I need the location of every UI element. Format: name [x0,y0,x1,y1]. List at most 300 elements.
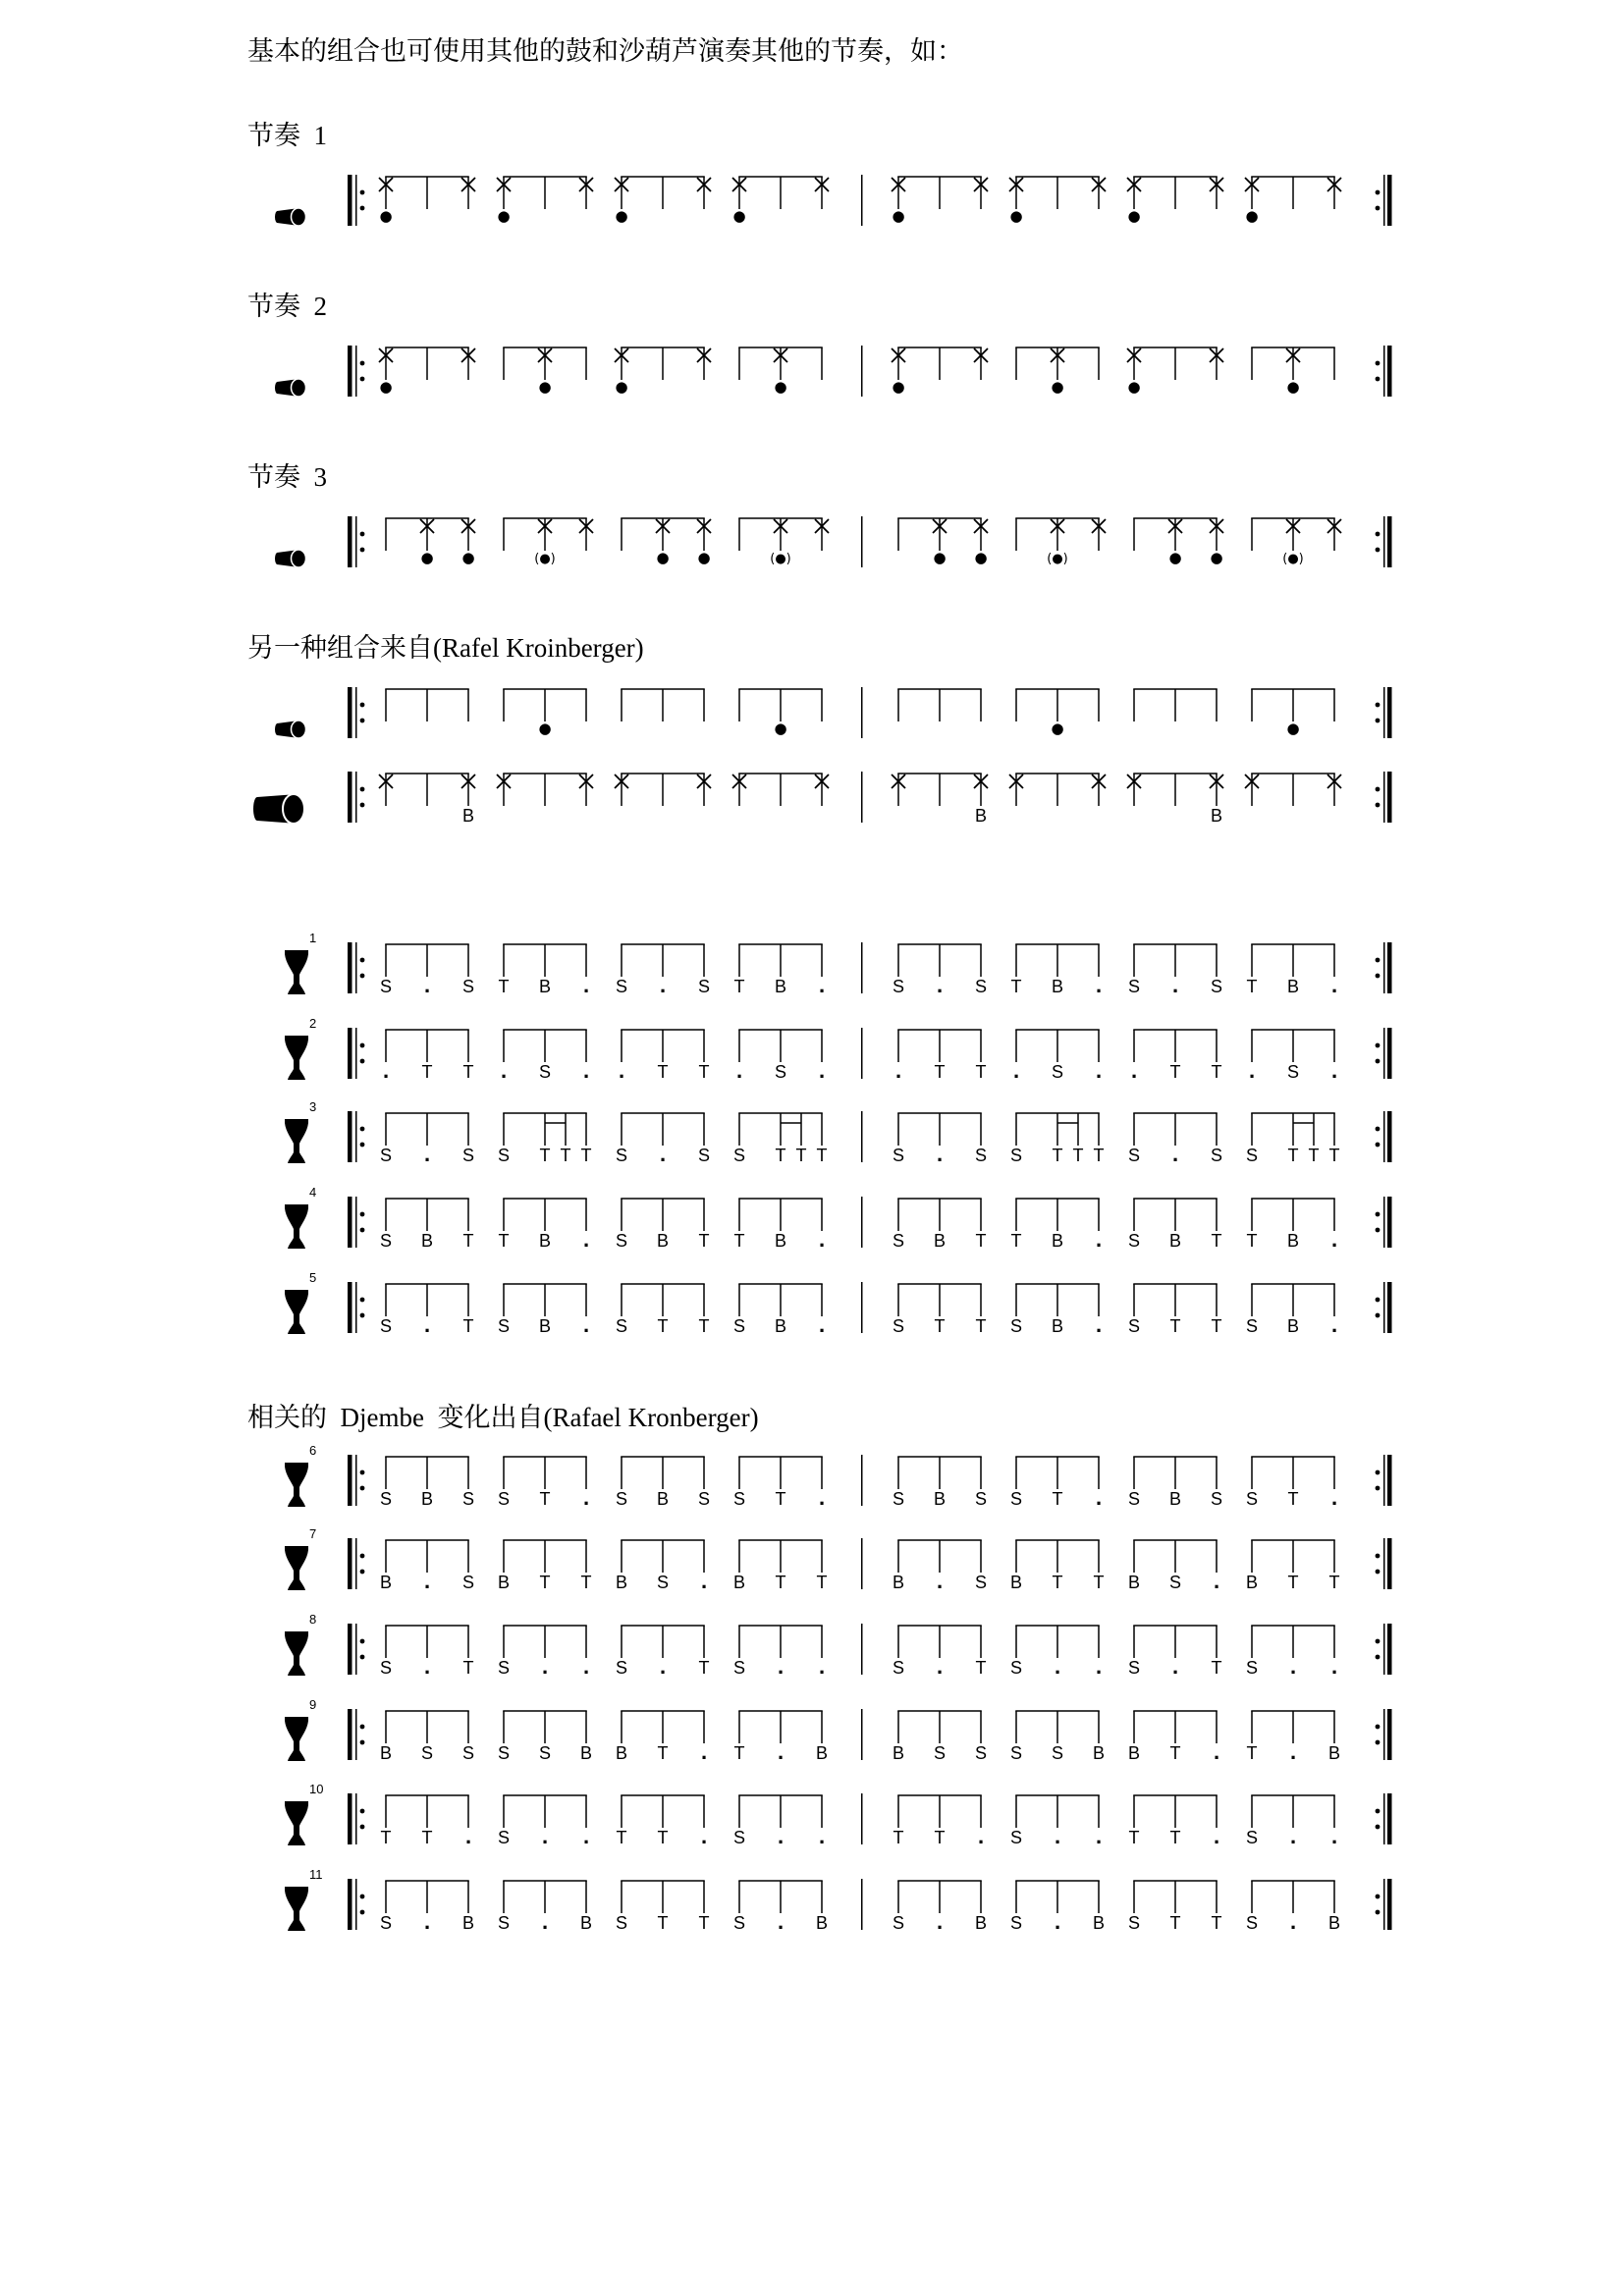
combination-shaker-staff [0,666,1624,748]
shaker-icon [275,721,306,738]
note-label: (●) [770,552,791,566]
note-label: S [697,1489,711,1509]
beat-group [379,347,475,396]
note-label: . [1095,1824,1103,1848]
djembe-variation-10-staff [0,1772,1624,1854]
note-label: S [497,1489,511,1509]
barline [861,942,863,993]
shaker-icon [275,379,306,397]
beat-group [380,1540,474,1593]
note-label: . [541,1909,549,1934]
note-label: S [1009,1743,1023,1763]
shaker-icon [275,550,306,567]
note-label: S [1168,1573,1182,1592]
beat-group [498,1711,592,1763]
note-label: . [618,1058,625,1083]
beat-group [1133,689,1218,721]
note-label: . [777,1739,785,1764]
barline [861,1709,863,1760]
note-label: T [1169,1316,1181,1336]
variation-number: 2 [309,1016,317,1031]
note-label: T [733,977,745,996]
beat-group [380,1284,474,1337]
note-label: S [732,1913,746,1933]
note-label: S [497,1828,511,1847]
beat-group [497,177,593,225]
note-label: T [934,1316,946,1336]
djembe-variations-title: 相关的 Djembe 变化出自(Rafael Kronberger) [247,1403,759,1432]
beat-group [1127,177,1223,225]
note-label: B [892,1743,905,1763]
note-label: T [698,1231,710,1251]
note-label: S [732,1489,746,1509]
start-repeat-sign [348,346,364,397]
note-label: S [892,977,905,996]
note-label: T [698,1913,710,1933]
note-label: T [1308,1146,1320,1165]
variation-number: 8 [309,1612,317,1627]
variation-number: 6 [309,1443,317,1458]
note-label: ● [656,549,670,566]
note-label: T [1093,1573,1105,1592]
barline [861,1624,863,1675]
variation-number: 1 [309,931,317,945]
note-label: . [1095,973,1103,997]
variation-number: 5 [309,1270,317,1285]
note-label: T [1169,1743,1181,1763]
note-label: ● [1210,549,1223,566]
djembe-variation-5-staff [0,1260,1624,1343]
note-label: B [1168,1231,1182,1251]
note-label: S [1245,1913,1259,1933]
note-label: B [1327,1743,1341,1763]
beat-group [379,774,475,826]
note-label: . [1289,1739,1297,1764]
note-label: B [615,1573,628,1592]
note-label: S [461,1489,475,1509]
note-label: S [656,1573,670,1592]
barline [861,1455,863,1506]
djembe-variation-6-staff [0,1433,1624,1516]
note-label: . [423,1909,431,1934]
note-label: S [1009,1913,1023,1933]
note-label: . [582,1654,590,1679]
note-label: T [462,1062,474,1082]
beat-group [501,1030,589,1083]
beat-group [1015,518,1106,566]
note-label: S [1245,1316,1259,1336]
note-label: . [936,973,944,997]
beat-group [616,1199,710,1251]
beat-group [1246,1881,1340,1934]
note-label: . [1213,1569,1220,1593]
beat-group [733,1881,828,1934]
end-repeat-sign [1376,1028,1392,1079]
note-label: ● [1051,720,1064,737]
note-label: . [1054,1654,1061,1679]
note-label: S [1245,1828,1259,1847]
beat-group [1015,347,1100,396]
djembe-variation-9-staff [0,1687,1624,1770]
end-repeat-sign [1376,1793,1392,1844]
note-label: S [1245,1146,1259,1165]
beat-group [897,689,982,721]
beat-group [615,774,711,806]
djembe-variation-2-staff [0,1006,1624,1089]
note-label: B [1127,1743,1141,1763]
djembe-variation-3-staff [0,1090,1624,1172]
rhythm-2-title: 节奏 2 [247,292,327,321]
note-label: ● [1286,720,1300,737]
note-label: T [1052,1573,1063,1592]
beat-group [1128,944,1222,997]
note-label: . [1095,1312,1103,1337]
note-label: S [379,1316,393,1336]
note-label: S [732,1146,746,1165]
beat-group [503,347,587,396]
barline [861,1197,863,1248]
start-repeat-sign [348,175,364,226]
note-label: B [497,1573,511,1592]
beat-group [1009,177,1106,225]
note-label: . [582,1058,590,1083]
beat-group [892,177,988,225]
note-label: S [933,1743,947,1763]
note-label: . [582,973,590,997]
note-label: B [379,1743,393,1763]
note-label: T [975,1062,987,1082]
barline [861,772,863,823]
note-label: S [732,1316,746,1336]
variation-number: 7 [309,1526,317,1541]
bass-drum-icon [253,794,304,824]
note-label: . [423,1569,431,1593]
note-label: ● [379,378,393,396]
start-repeat-sign [348,516,364,567]
beat-group [893,1199,987,1251]
start-repeat-sign [348,942,364,993]
barline [861,175,863,226]
note-label: T [539,1146,551,1165]
note-label: B [974,1913,988,1933]
note-label: . [894,1058,902,1083]
note-label: S [1009,1828,1023,1847]
beat-group [616,1113,710,1166]
note-label: B [1210,806,1223,826]
beat-group [1010,1457,1102,1510]
note-label: S [1009,1146,1023,1165]
note-label: T [580,1146,592,1165]
note-label: B [656,1489,670,1509]
note-label: . [659,1654,667,1679]
note-label: T [1328,1146,1340,1165]
note-label: T [1010,1231,1022,1251]
note-label: . [1330,1654,1338,1679]
note-label: S [379,977,393,996]
note-label: S [1127,1231,1141,1251]
rhythm-3-staff [0,495,1624,577]
beat-group [1010,1626,1102,1679]
note-label: S [892,1231,905,1251]
beat-group [893,1626,987,1679]
note-label: S [1009,1316,1023,1336]
note-label: ● [538,378,552,396]
beat-group [1010,1540,1105,1592]
note-label: B [1245,1573,1259,1592]
note-label: T [775,1573,786,1592]
note-label: . [818,1654,826,1679]
note-label: S [497,1658,511,1678]
start-repeat-sign [348,1879,364,1930]
beat-group [1245,177,1341,225]
note-label: B [379,1573,393,1592]
note-label: T [616,1828,627,1847]
beat-group [738,518,829,566]
beat-group [1010,1284,1102,1337]
beat-group [733,1540,828,1592]
note-label: . [936,1909,944,1934]
note-label: S [497,1316,511,1336]
note-label: . [541,1654,549,1679]
note-label: . [735,1058,743,1083]
note-label: . [1289,1909,1297,1934]
note-label: B [538,977,552,996]
note-label: . [700,1739,708,1764]
start-repeat-sign [348,1709,364,1760]
note-label: ● [497,207,511,225]
beat-group [893,944,987,997]
beat-group [503,518,593,566]
note-label: B [1286,977,1300,996]
beat-group [893,1540,987,1593]
note-label: S [497,1913,511,1933]
beat-group [1010,1881,1105,1934]
beat-group [1247,944,1338,997]
note-label: . [423,1654,431,1679]
djembe-icon [285,1036,308,1080]
note-label: . [1054,1909,1061,1934]
note-label: T [975,1658,987,1678]
note-label: B [1327,1913,1341,1933]
combination-drum-staff [0,750,1624,832]
beat-group [1246,1113,1340,1165]
note-label: S [732,1828,746,1847]
note-label: T [1169,1062,1181,1082]
note-label: . [777,1654,785,1679]
beat-group [380,1113,474,1166]
note-label: . [936,1142,944,1166]
barline [861,1793,863,1844]
beat-group [380,1711,474,1763]
beat-group [738,689,823,737]
note-label: S [892,1913,905,1933]
note-label: T [816,1573,828,1592]
djembe-icon [285,1631,308,1676]
shaker-icon [275,208,306,226]
beat-group [498,1113,592,1165]
note-label: B [774,977,787,996]
note-label: S [1210,977,1223,996]
note-label: B [538,1231,552,1251]
note-label: . [1213,1824,1220,1848]
note-label: ● [1127,207,1141,225]
beat-group [734,1711,829,1764]
note-label: B [538,1316,552,1336]
start-repeat-sign [348,772,364,823]
beat-group [1247,1199,1338,1252]
beat-group [380,1199,474,1251]
beat-group [498,1540,592,1592]
note-label: S [892,1489,905,1509]
beat-group [734,944,826,997]
beat-group [616,1881,710,1933]
end-repeat-sign [1376,1282,1392,1333]
beat-group [385,518,475,566]
note-label: T [1052,1146,1063,1165]
beat-group [897,518,988,566]
note-label: T [733,1231,745,1251]
beat-group [1246,1540,1340,1592]
note-label: ● [697,549,711,566]
beat-group [1011,1199,1103,1252]
note-label: T [775,1146,786,1165]
note-label: S [1009,1658,1023,1678]
beat-group [497,774,593,806]
beat-group [892,347,988,396]
start-repeat-sign [348,1028,364,1079]
note-label: . [1330,1485,1338,1510]
note-label: ● [1245,207,1259,225]
beat-group [892,774,988,826]
note-label: ● [538,720,552,737]
note-label: T [421,1062,433,1082]
djembe-icon [285,1290,308,1334]
beat-group [503,689,587,737]
note-label: . [659,1142,667,1166]
note-label: . [1330,1227,1338,1252]
note-label: S [615,1489,628,1509]
note-label: S [1127,977,1141,996]
beat-group [1010,1795,1102,1848]
note-label: . [582,1227,590,1252]
note-label: ● [615,378,628,396]
rhythm-2-staff [0,324,1624,406]
note-label: T [657,1062,669,1082]
beat-group [380,1626,474,1679]
note-label: . [1095,1058,1103,1083]
note-label: . [1054,1824,1061,1848]
note-label: ● [892,378,905,396]
note-label: T [698,1658,710,1678]
note-label: T [733,1743,745,1763]
note-label: T [975,1316,987,1336]
note-label: B [774,1316,787,1336]
beat-group [1128,1199,1222,1251]
note-label: . [423,1142,431,1166]
end-repeat-sign [1376,687,1392,738]
beat-group [1247,1711,1341,1764]
note-label: B [974,806,988,826]
note-label: T [1128,1828,1140,1847]
note-label: T [795,1146,807,1165]
note-label: T [816,1146,828,1165]
note-label: S [892,1316,905,1336]
note-label: S [379,1913,393,1933]
djembe-variation-4-staff [0,1175,1624,1257]
note-label: ● [1127,378,1141,396]
note-label: S [1127,1658,1141,1678]
note-label: . [777,1909,785,1934]
note-label: . [582,1824,590,1848]
note-label: . [1130,1058,1138,1083]
note-label: ● [1051,378,1064,396]
intro-text: 基本的组合也可使用其他的鼓和沙葫芦演奏其他的节奏，如： [247,36,963,66]
note-label: B [933,1231,947,1251]
beat-group [1128,1284,1222,1336]
end-repeat-sign [1376,1709,1392,1760]
note-label: B [420,1231,434,1251]
note-label: S [697,1146,711,1165]
note-label: . [1171,1142,1179,1166]
note-label: T [1246,1743,1258,1763]
note-label: S [1127,1913,1141,1933]
note-label: . [818,973,826,997]
note-label: ● [420,549,434,566]
note-label: S [461,1146,475,1165]
note-label: S [974,1743,988,1763]
note-label: B [579,1913,593,1933]
beat-group [1131,1030,1222,1083]
note-label: S [1210,1489,1223,1509]
beat-group [893,1795,985,1848]
note-label: . [464,1824,472,1848]
note-label: ● [974,549,988,566]
beat-group [498,1284,589,1337]
beat-group [616,1457,710,1509]
note-label: (●) [1047,552,1068,566]
note-label: T [657,1316,669,1336]
note-label: S [974,977,988,996]
note-label: T [1246,977,1258,996]
djembe-variation-1-staff [0,921,1624,1003]
note-label: B [1286,1316,1300,1336]
start-repeat-sign [348,1624,364,1675]
note-label: S [1051,1743,1064,1763]
beat-group [381,1795,472,1848]
beat-group [1245,774,1341,806]
beat-group [732,177,829,225]
note-label: ● [1168,549,1182,566]
rhythm-3-title: 节奏 3 [247,462,327,492]
note-label: S [379,1146,393,1165]
note-label: S [1286,1062,1300,1082]
note-label: S [1245,1489,1259,1509]
note-label: T [1169,1828,1181,1847]
beat-group [380,1457,474,1509]
combination-title: 另一种组合来自(Rafel Kroinberger) [247,633,644,663]
note-label: . [1330,1058,1338,1083]
barline [861,1879,863,1930]
note-label: S [974,1573,988,1592]
beat-group [498,1457,589,1510]
beat-group [1251,518,1341,566]
note-label: B [815,1743,829,1763]
note-label: . [936,1654,944,1679]
beat-group [893,1457,987,1509]
note-label: T [1211,1316,1222,1336]
barline [861,1282,863,1333]
note-label: . [1095,1485,1103,1510]
